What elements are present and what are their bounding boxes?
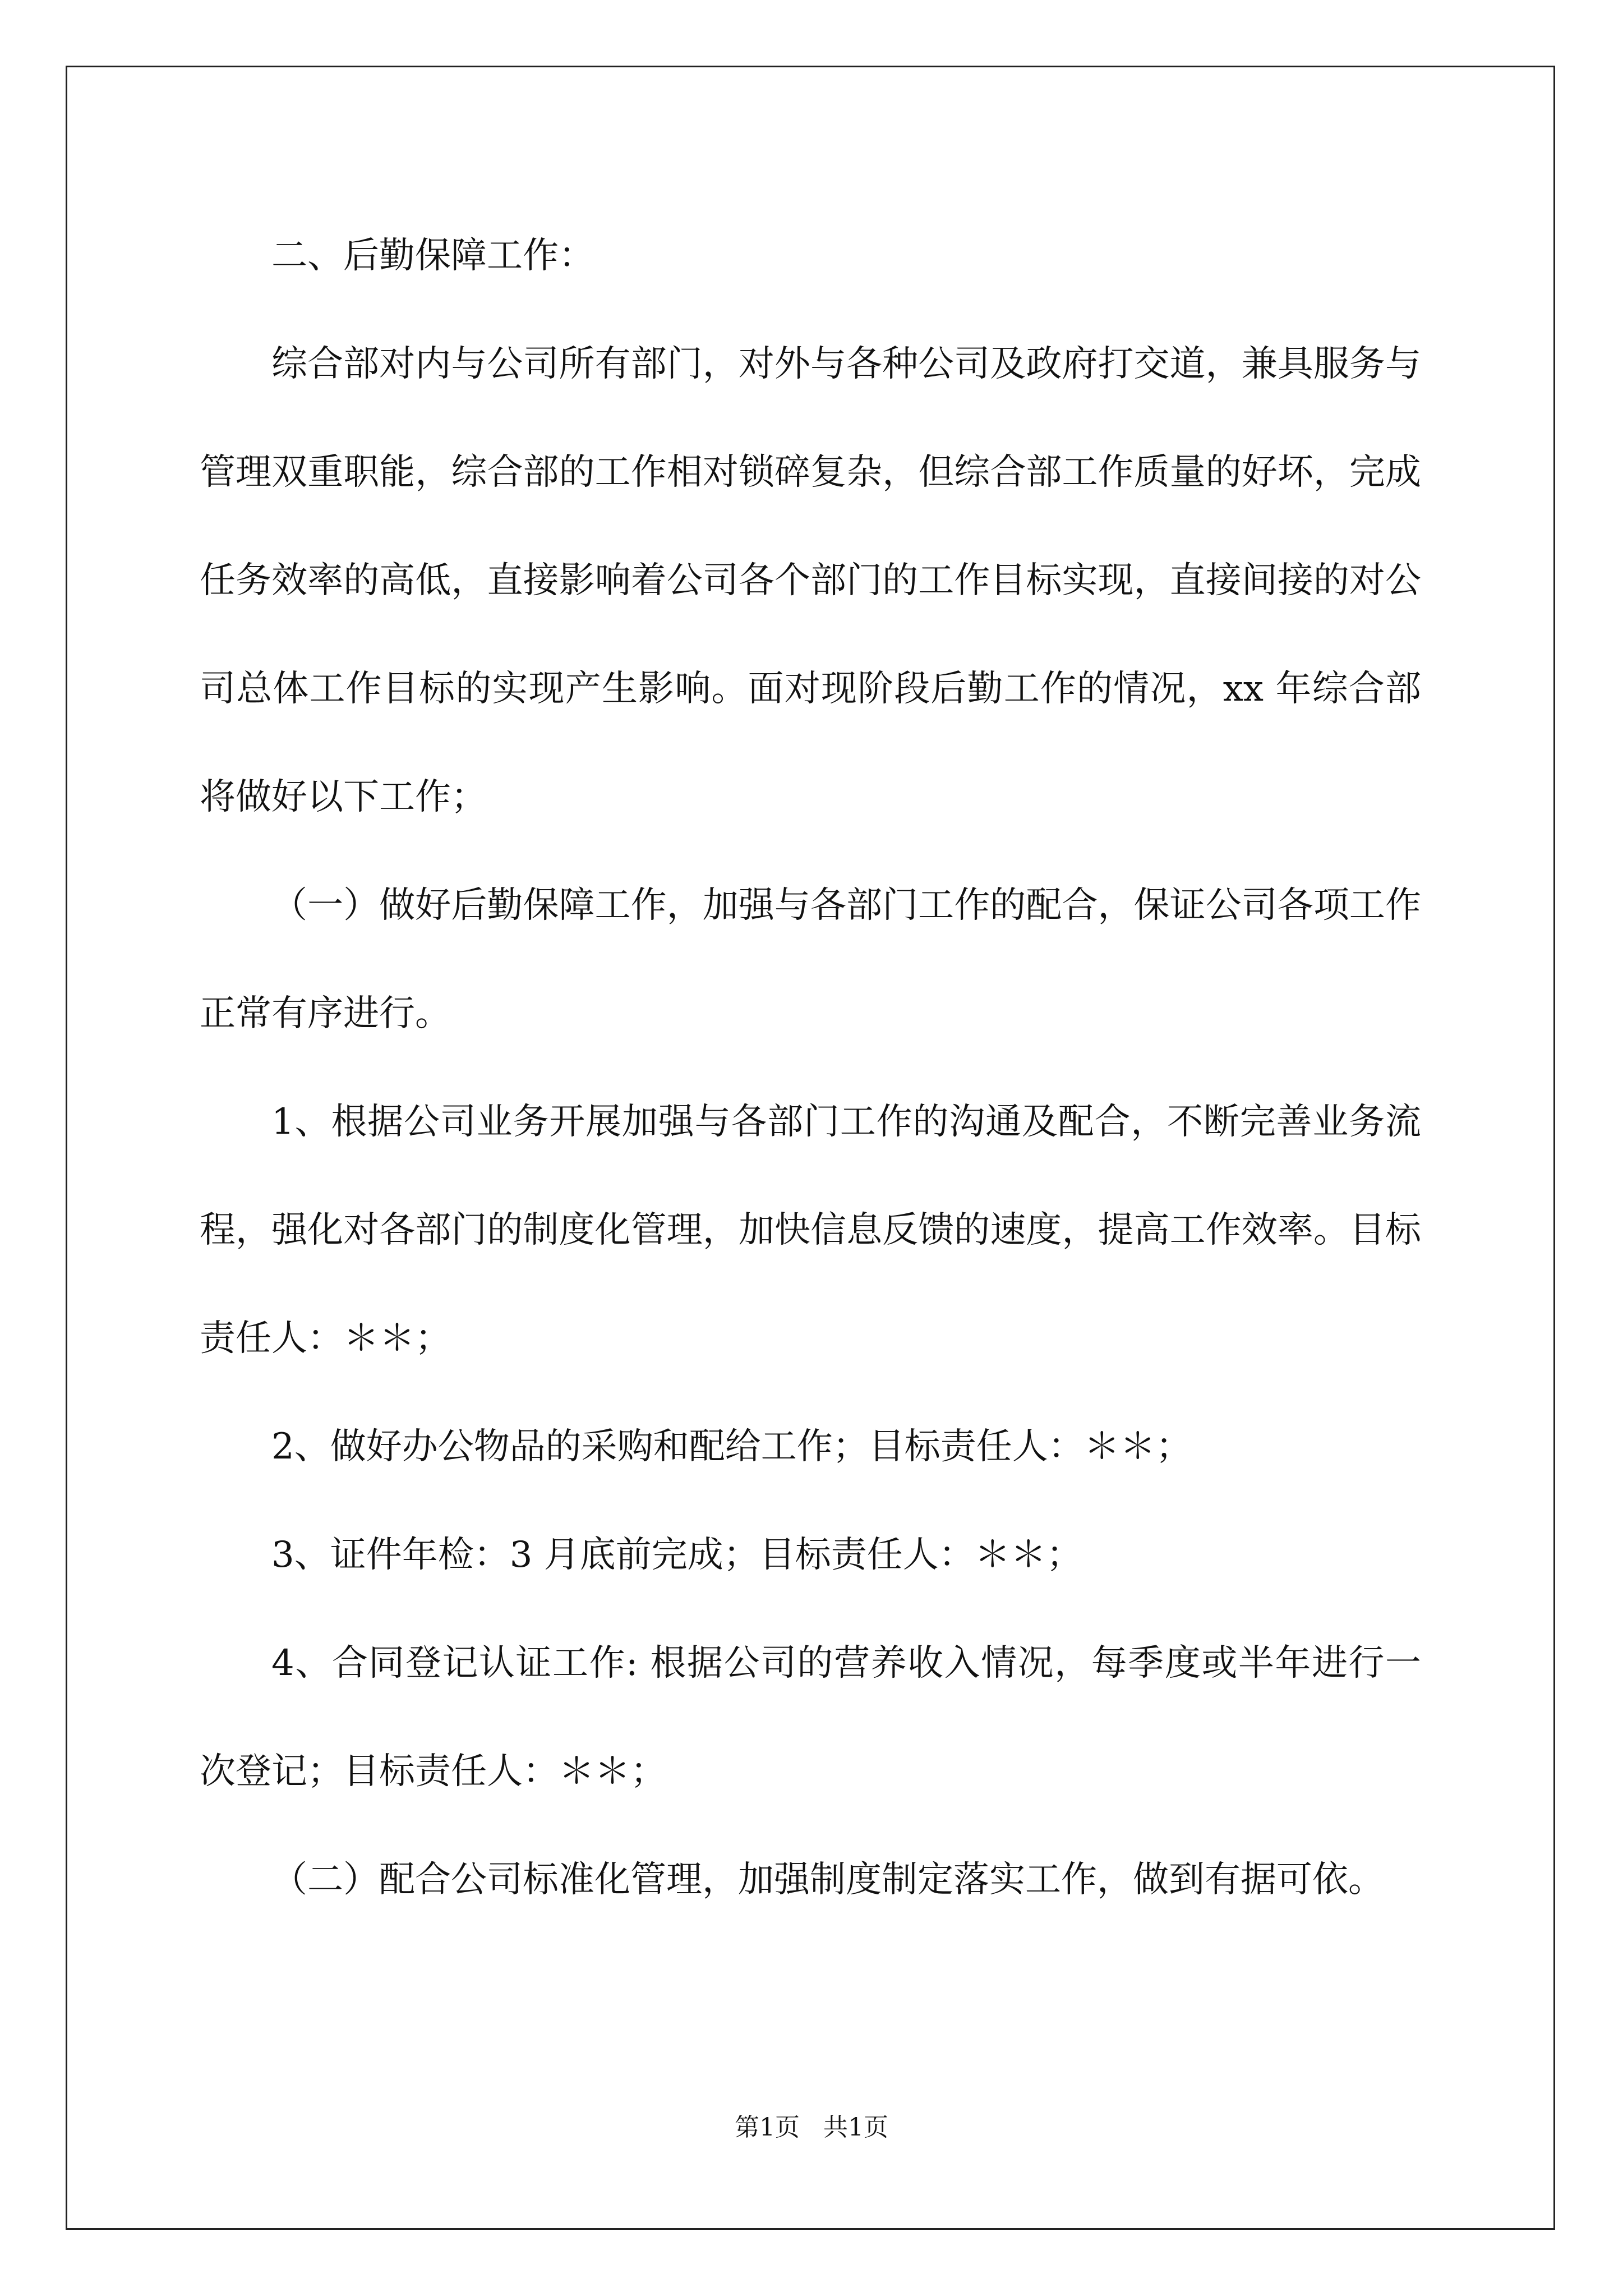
- document-body: [200, 202, 1421, 1934]
- paragraph-intro: 综合部对内与公司所有部门，对外与各种公司及政府打交道，兼具服务与管理双重职能，综合部的工作相对锁碎复杂，但综合部工作质量的好坏，完成任务效率的高低，直接影响着公司各个部门的工作目标实现，直接间接的对公司总体工作目标的实现产生影响。面对现阶段后勤工作的情况，xx 年综合部将做好以下工作；: [200, 343, 1421, 818]
- page-footer: 第1页 共1页: [735, 2113, 888, 2142]
- list-item-3: 3、证件年检：3 月底前完成；目标责任人：＊＊；: [271, 1534, 1082, 1576]
- section-heading: 二、后勤保障工作：: [271, 235, 594, 277]
- subsection-heading-2: （二）配合公司标准化管理，加强制度制定落实工作，做到有据可依。: [271, 1859, 1384, 1901]
- subsection-heading-1: （一）做好后勤保障工作，加强与各部门工作的配合，保证公司各项工作正常有序进行。: [200, 885, 1421, 1034]
- list-item-4: 4、合同登记认证工作: 根据公司的营养收入情况，每季度或半年进行一次登记；目标责任人：＊＊；: [200, 1642, 1421, 1792]
- list-item-2: 2、做好办公物品的采购和配给工作；目标责任人：＊＊；: [271, 1426, 1192, 1467]
- list-item-1: 1、根据公司业务开展加强与各部门工作的沟通及配合，不断完善业务流程，强化对各部门的制度化管理，加快信息反馈的速度，提高工作效率。目标责任人：＊＊；: [200, 1101, 1421, 1359]
